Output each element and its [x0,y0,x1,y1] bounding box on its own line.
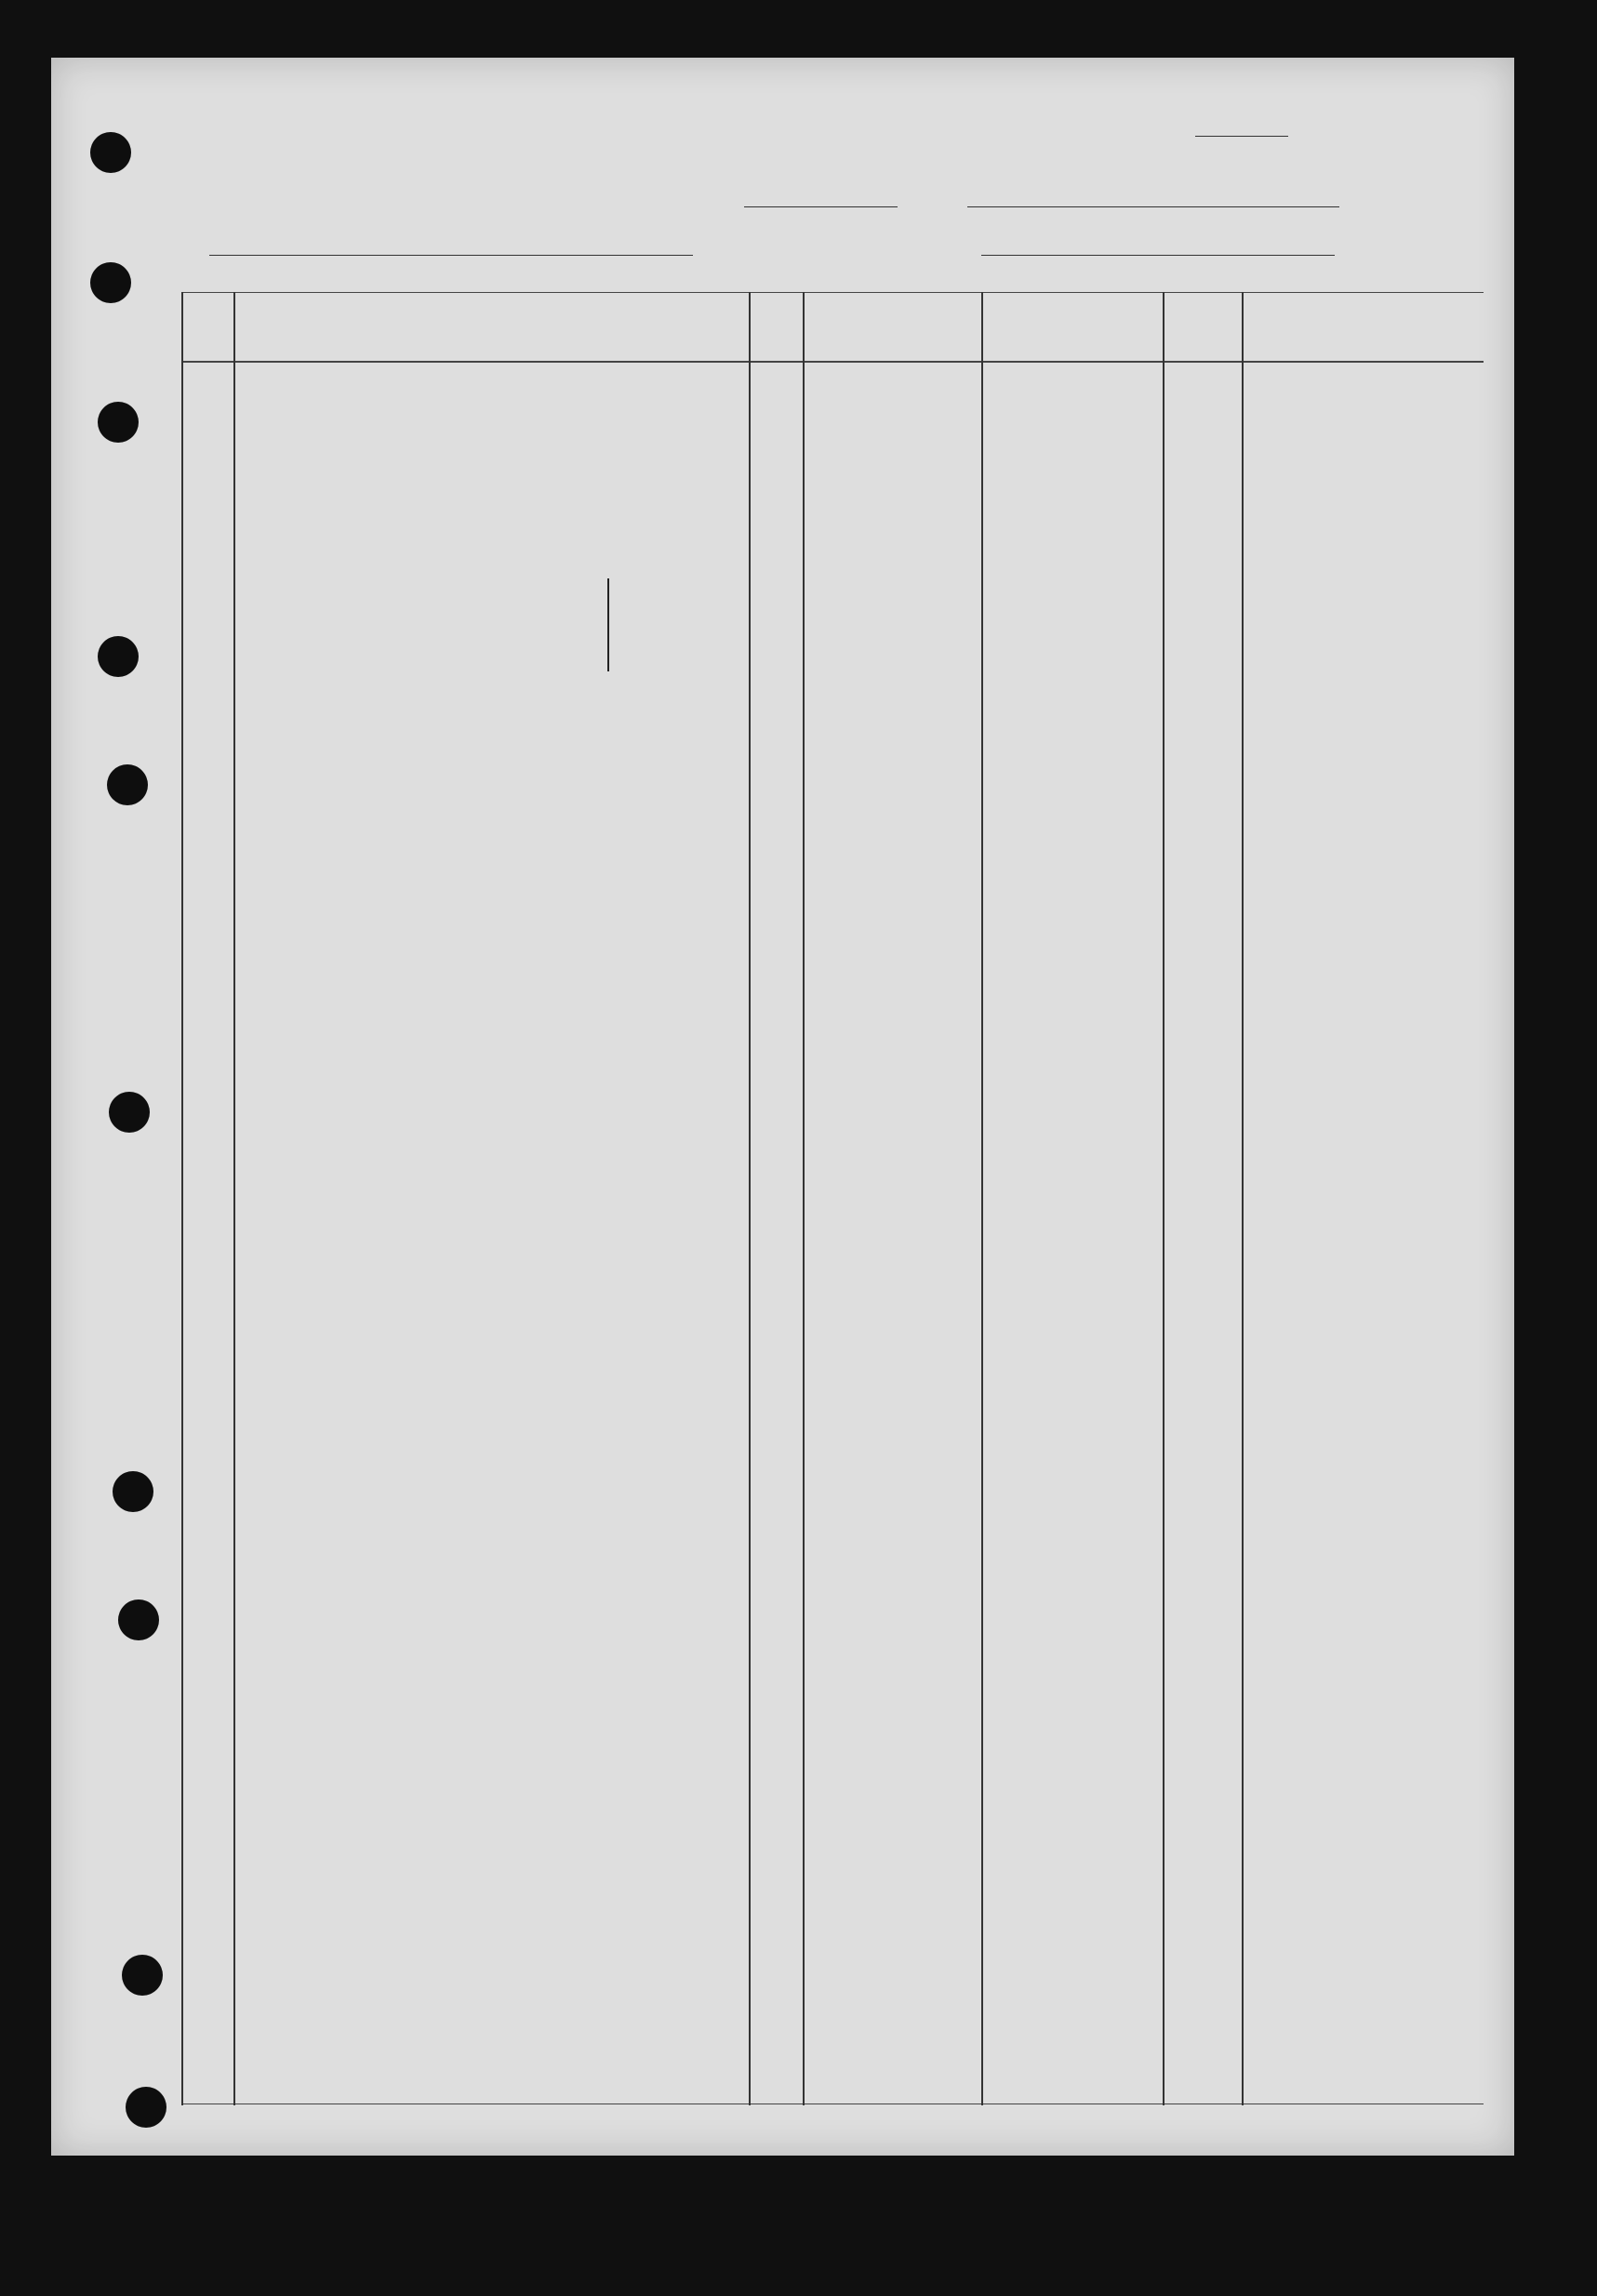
punch-hole [122,1955,163,1996]
punch-hole [126,2087,166,2128]
punch-hole [90,132,131,173]
bracket-line [607,578,609,671]
punch-hole [98,402,139,443]
punch-hole [109,1092,150,1133]
punch-hole [98,636,139,677]
punch-hole [90,262,131,303]
punch-hole [118,1599,159,1640]
manifest-sheet [51,58,1514,2156]
punch-hole [107,764,148,805]
punch-hole [113,1471,153,1512]
